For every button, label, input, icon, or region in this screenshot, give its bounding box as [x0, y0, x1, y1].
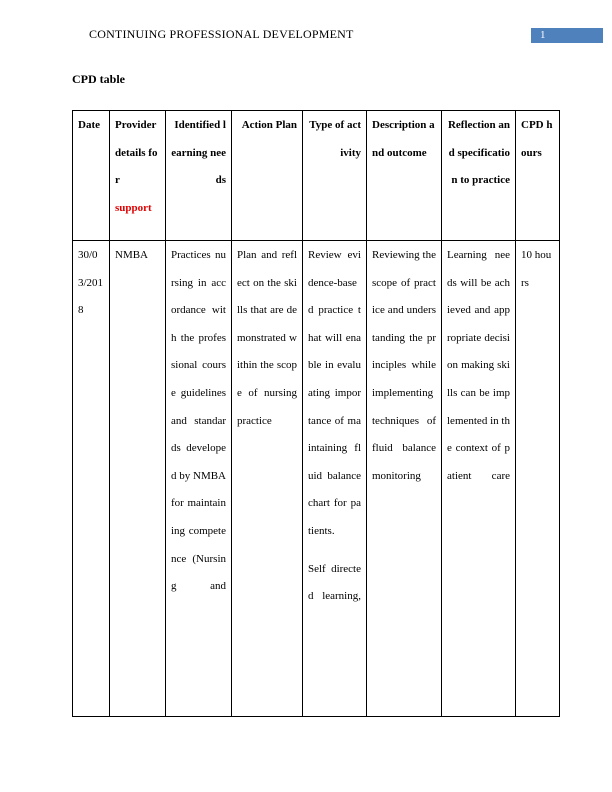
header-description: Description and outcome — [367, 111, 442, 241]
table-header-row — [73, 111, 560, 241]
cell-learning-needs: Practices nursing in accordance with the professional course guidelines and standards developed by NMBA for maintaining competence (Nursing and — [166, 241, 232, 717]
header-activity-type: Type of activity — [303, 111, 367, 241]
section-title: CPD table — [72, 72, 125, 86]
cpd-table — [72, 110, 560, 717]
header-provider-label: Provider details for — [115, 119, 158, 187]
header-provider — [110, 111, 166, 241]
cell-activity-type — [303, 241, 367, 717]
running-header-title: CONTINUING PROFESSIONAL DEVELOPMENT — [89, 27, 354, 41]
table-row — [73, 241, 560, 717]
header-cpd-hours: CPD hours — [516, 111, 560, 241]
cell-reflection: Learning needs will be achieved and appropriate decision making skills can be implemented in the context of patient care — [442, 241, 516, 717]
cell-description: Reviewing the scope of practice and understanding the principles while implementing techniques of fluid balance monitoring — [367, 241, 442, 717]
cell-action-plan: Plan and reflect on the skills that are demonstrated within the scope of nursing practice — [232, 241, 303, 717]
activity-type-extra: Self directed learning, — [308, 562, 361, 603]
page-number: 1 — [540, 29, 546, 41]
header-date: Date — [73, 111, 110, 241]
header-reflection: Reflection and specification to practice — [442, 111, 516, 241]
header-action-plan: Action Plan — [232, 111, 303, 241]
cell-provider: NMBA — [110, 241, 166, 717]
header-learning-needs: Identified learning needs — [166, 111, 232, 241]
activity-type-text: Review evidence-based practice that will enable in evaluating importance of maintaining fluid balance chart for patients. — [308, 249, 361, 537]
header-provider-highlight: support — [115, 201, 152, 214]
page-number-badge — [531, 28, 603, 43]
cell-date: 30/03/2018 — [73, 241, 110, 717]
cell-hours: 10 hours — [516, 241, 560, 717]
